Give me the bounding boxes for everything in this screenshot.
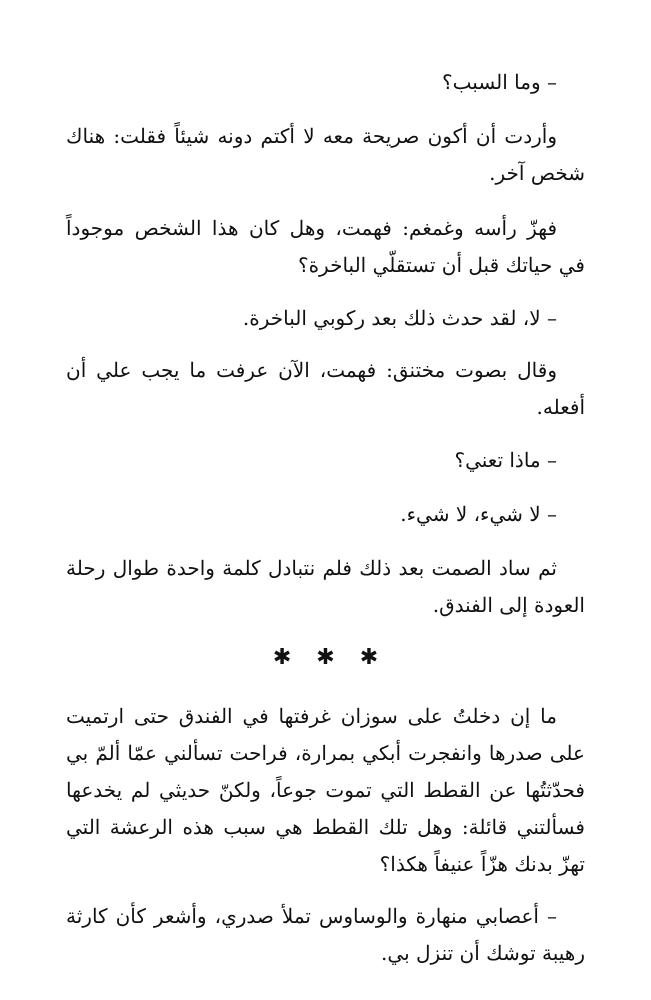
separator-star: ✱ [359,645,379,670]
separator-star: ✱ [316,645,335,670]
paragraph-susan-room: ما إن دخلتُ على سوزان غرفتها في الفندق حتى ارتميت على صدرها وانفجرت أبكي بمرارة، فراحت تسألني عمّا ألمّ بي فحدّثتُها عن القطط التي تموت جوعاً، ولكنّ حديثي لم يخدعها فسألتني قائلة: وهل تلك القطط هي سبب هذه الرعشة التي تهزّ بدنك هزّاً عنيفاً هكذا؟ [66,704,585,876]
paragraph-nodded: فهزّ رأسه وغمغم: فهمت، وهل كان هذا الشخص موجوداً في حياتك قبل أن تستقلّي الباخرة؟ [66,216,585,277]
dialogue-line-reason: – وما السبب؟ [442,70,557,94]
paragraph-silence: ثم ساد الصمت بعد ذلك فلم نتبادل كلمة واحدة طوال رحلة العودة إلى الفندق. [66,556,585,617]
dialogue-line-nerves: – أعصابي منهارة والوساوس تملأ صدري، وأشعر كأن كارثة رهيبة توشك أن تنزل بي. [66,904,585,965]
paragraph-frank: وأردت أن أكون صريحة معه لا أكتم دونه شيئاً فقلت: هناك شخص آخر. [66,124,585,185]
dialogue-line-nothing: – لا شيء، لا شيء. [400,502,557,526]
section-separator [0,640,651,676]
dialogue-line-meaning: – ماذا تعني؟ [454,448,557,472]
separator-star: ✱ [272,645,292,670]
dialogue-line-no: – لا، لقد حدث ذلك بعد ركوبي الباخرة. [242,306,557,330]
paragraph-choked-voice: وقال بصوت مختنق: فهمت، الآن عرفت ما يجب علي أن أفعله. [66,358,585,419]
